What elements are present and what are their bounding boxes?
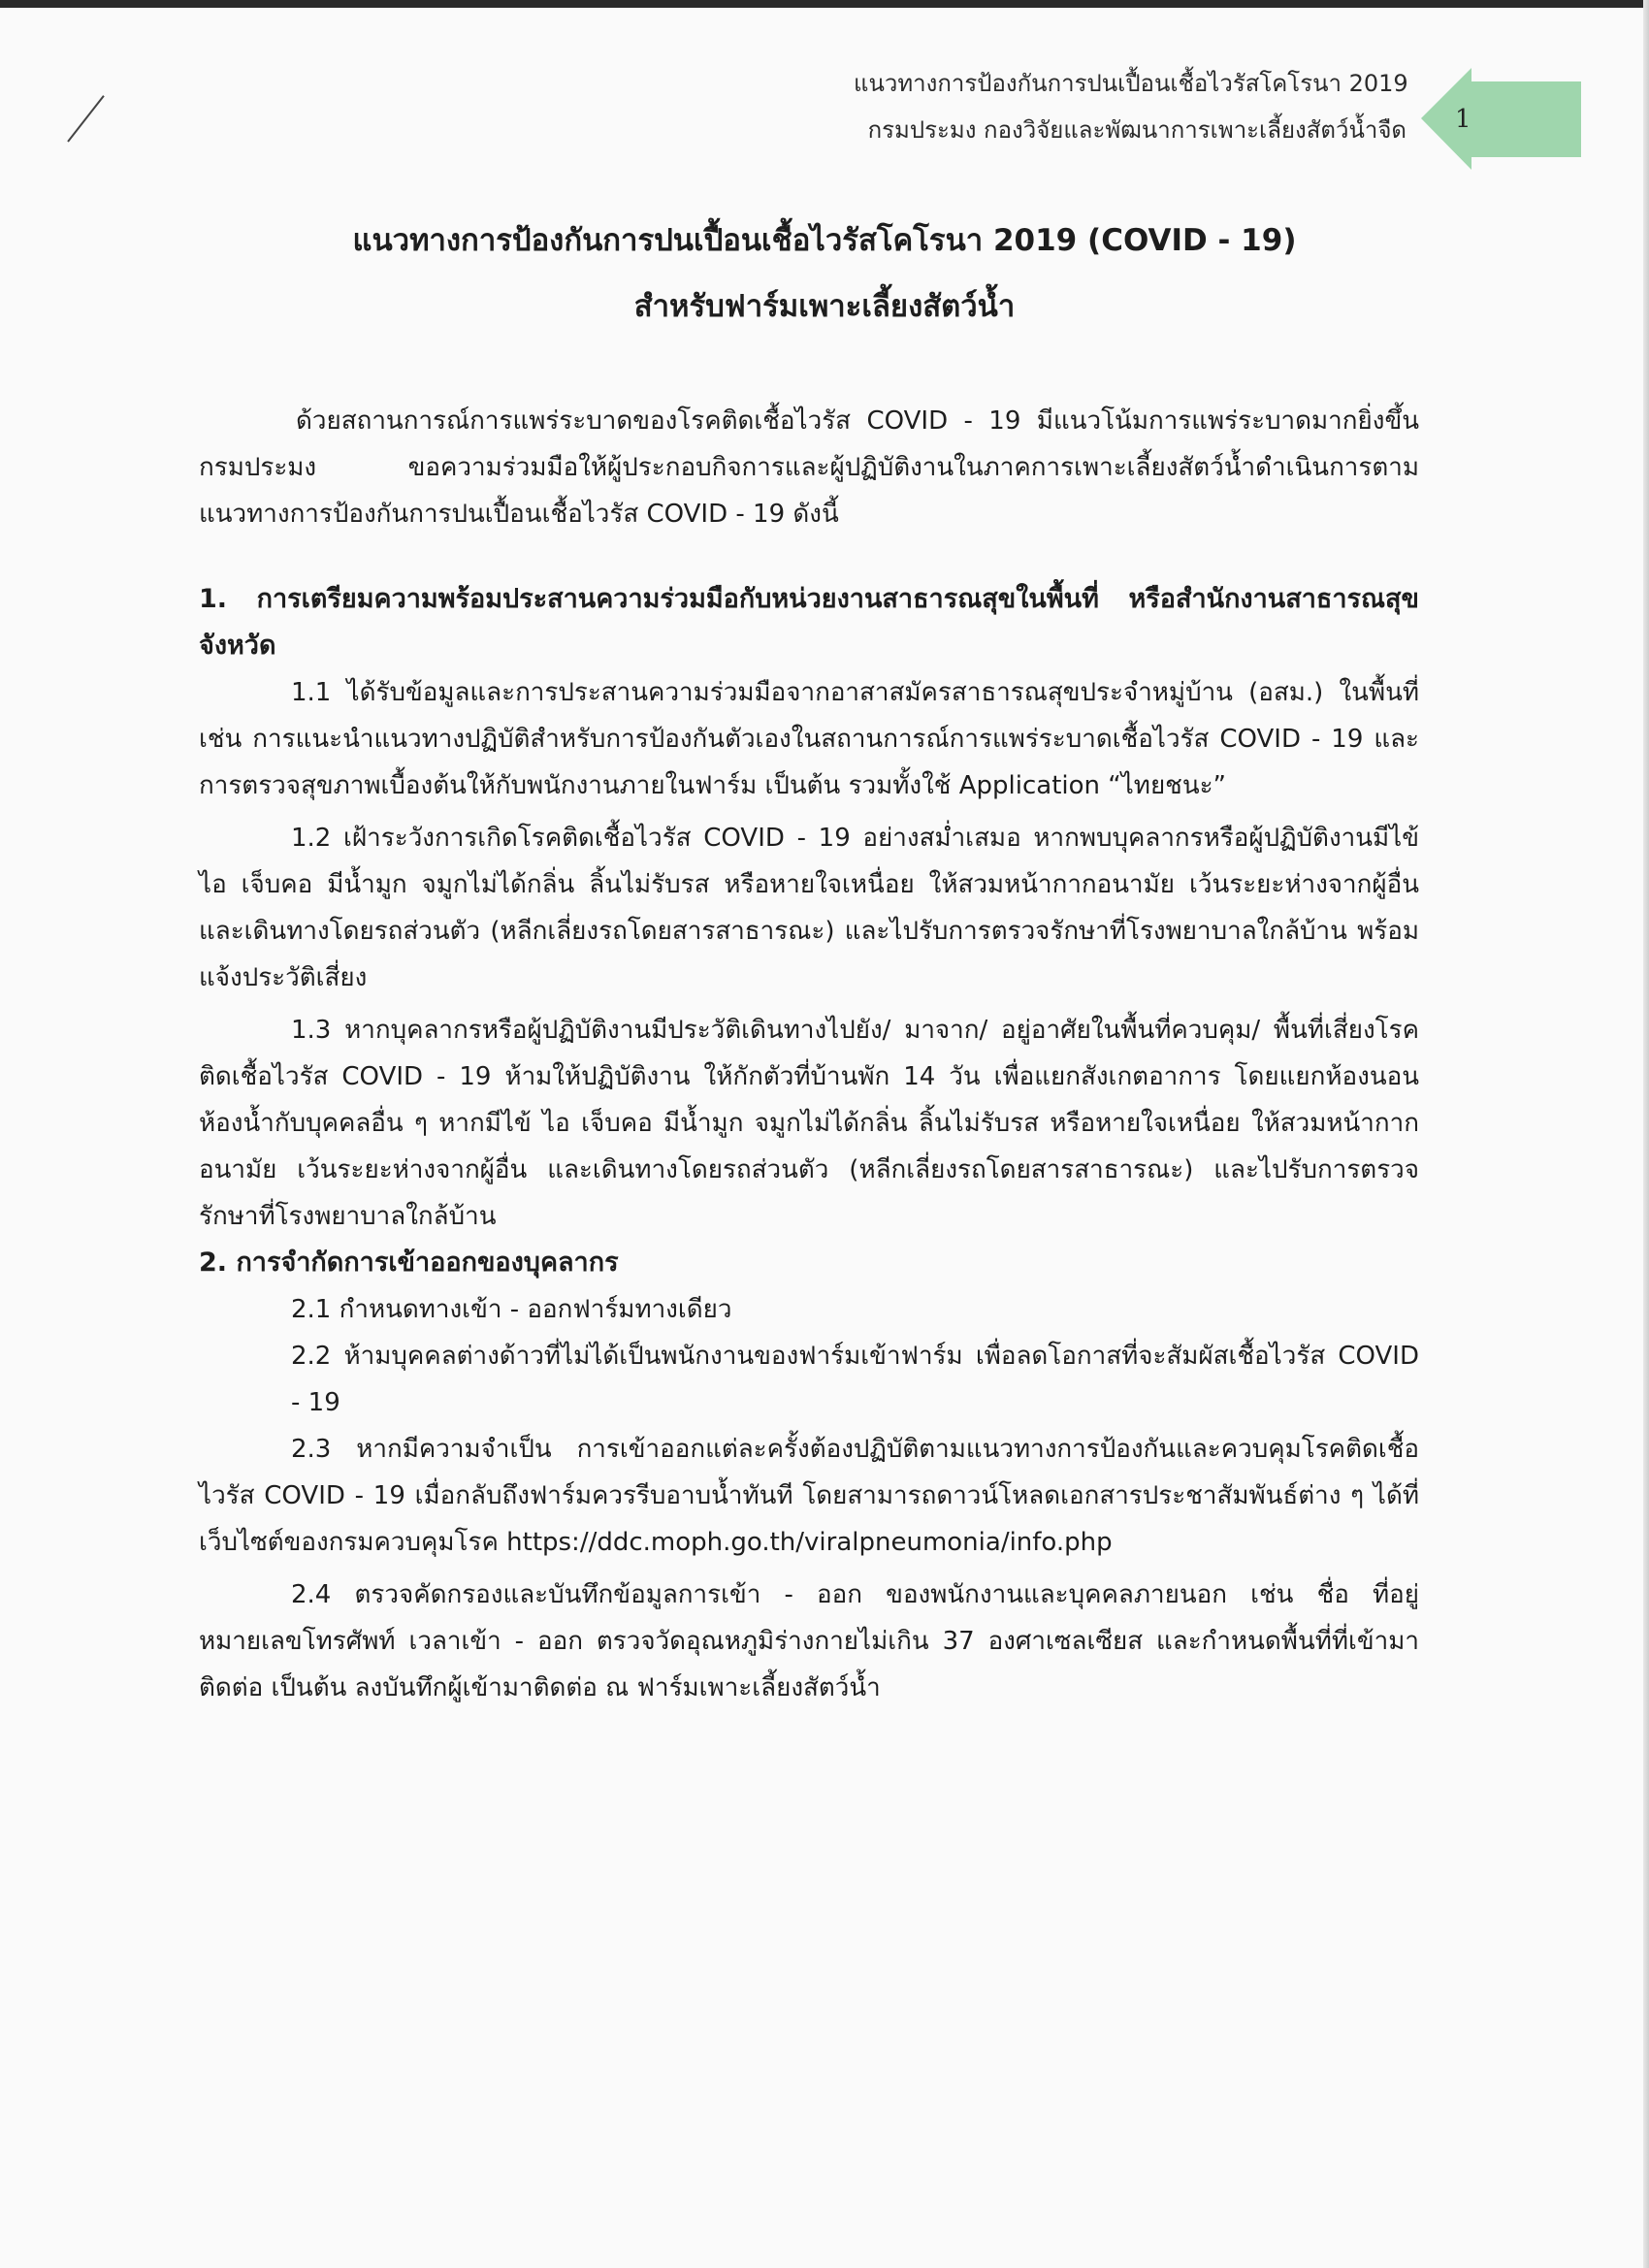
arrow-tab-icon: [1421, 68, 1581, 170]
list-item: 1.1 ได้รับข้อมูลและการประสานความร่วมมือจากอาสาสมัครสาธารณสุขประจำหมู่บ้าน (อสม.) ในพื้นที่ เช่น การแนะนำแนวทางปฏิบัติสำหรับการป้องกันตัวเองในสถานการณ์การแพร่ระบาดเชื้อไวรัส COVID - 19 และการตรวจสุขภาพเบื้องต้นให้กับพนักงานภายในฟาร์ม เป็นต้น รวมทั้งใช้ Application “ไทยชนะ”: [199, 678, 1419, 800]
list-item: 2.1 กำหนดทางเข้า - ออกฟาร์มทางเดียว: [291, 1295, 732, 1324]
intro-paragraph: ด้วยสถานการณ์การแพร่ระบาดของโรคติดเชื้อไวรัส COVID - 19 มีแนวโน้มการแพร่ระบาดมากยิ่งขึ้น กรมประมง ขอความร่วมมือให้ผู้ประกอบกิจการและผู้ปฏิบัติงานในภาคการเพาะเลี้ยงสัตว์น้ำดำเนินการตามแนวทางการป้องกันการปนเปื้อนเชื้อไวรัส COVID - 19 ดังนี้: [199, 406, 1419, 529]
page-header: [854, 60, 1406, 153]
scan-edge-top: [0, 0, 1649, 8]
section-2-heading: 2. การจำกัดการเข้าออกของบุคลากร: [199, 1247, 619, 1278]
list-item: 2.2 ห้ามบุคคลต่างด้าวที่ไม่ได้เป็นพนักงานของฟาร์มเข้าฟาร์ม เพื่อลดโอกาสที่จะสัมผัสเชื้อไวรัส COVID - 19: [291, 1342, 1419, 1417]
scan-edge-right: [1643, 0, 1649, 2268]
list-item: 2.3 หากมีความจำเป็น การเข้าออกแต่ละครั้งต้องปฏิบัติตามแนวทางการป้องกันและควบคุมโรคติดเชื้อไวรัส COVID - 19 เมื่อกลับถึงฟาร์มควรรีบอาบน้ำทันที โดยสามารถดาวน์โหลดเอกสารประชาสัมพันธ์ต่าง ๆ ได้ที่เว็บไซต์ของกรมควบคุมโรค https://ddc.moph.go.th/viralpneumonia/info.php: [199, 1435, 1419, 1557]
list-item: 1.2 เฝ้าระวังการเกิดโรคติดเชื้อไวรัส COVID - 19 อย่างสม่ำเสมอ หากพบบุคลากรหรือผู้ปฏิบัติงานมีไข้ ไอ เจ็บคอ มีน้ำมูก จมูกไม่ได้กลิ่น ลิ้นไม่รับรส หรือหายใจเหนื่อย ให้สวมหน้ากากอนามัย เว้นระยะห่างจากผู้อื่น และเดินทางโดยรถส่วนตัว (หลีกเลี่ยงรถโดยสารสาธารณะ) และไปรับการตรวจรักษาที่โรงพยาบาลใกล้บ้าน พร้อมแจ้งประวัติเสี่ยง: [199, 824, 1419, 992]
header-line-2: กรมประมง กองวิจัยและพัฒนาการเพาะเลี้ยงสัตว์น้ำจืด: [867, 116, 1406, 144]
header-line-1: แนวทางการป้องกันการปนเปื้อนเชื้อไวรัสโคโรนา 2019: [854, 70, 1408, 97]
list-item: 2.4 ตรวจคัดกรองและบันทึกข้อมูลการเข้า - ออก ของพนักงานและบุคคลภายนอก เช่น ชื่อ ที่อยู่ หมายเลขโทรศัพท์ เวลาเข้า - ออก ตรวจวัดอุณหภูมิร่างกายไม่เกิน 37 องศาเซลเซียส และกำหนดพื้นที่ที่เข้ามาติดต่อ เป็นต้น ลงบันทึกผู้เข้ามาติดต่อ ณ ฟาร์มเพาะเลี้ยงสัตว์น้ำ: [199, 1580, 1419, 1702]
document-subtitle: สำหรับฟาร์มเพาะเลี้ยงสัตว์น้ำ: [633, 289, 1016, 324]
page-number: 1: [1455, 105, 1471, 134]
section-1-heading: 1. การเตรียมความพร้อมประสานความร่วมมือกับหน่วยงานสาธารณสุขในพื้นที่ หรือสำนักงานสาธารณสุขจังหวัด: [199, 584, 1419, 661]
document-title: แนวทางการป้องกันการปนเปื้อนเชื้อไวรัสโคโรนา 2019 (COVID - 19): [352, 223, 1297, 258]
list-item: 1.3 หากบุคลากรหรือผู้ปฏิบัติงานมีประวัติเดินทางไปยัง/ มาจาก/ อยู่อาศัยในพื้นที่ควบคุม/ พื้นที่เสี่ยงโรคติดเชื้อไวรัส COVID - 19 ห้ามให้ปฏิบัติงาน ให้กักตัวที่บ้านพัก 14 วัน เพื่อแยกสังเกตอาการ โดยแยกห้องนอน ห้องน้ำกับบุคคลอื่น ๆ หากมีไข้ ไอ เจ็บคอ มีน้ำมูก จมูกไม่ได้กลิ่น ลิ้นไม่รับรส หรือหายใจเหนื่อย ให้สวมหน้ากากอนามัย เว้นระยะห่างจากผู้อื่น และเดินทางโดยรถส่วนตัว (หลีกเลี่ยงรถโดยสารสาธารณะ) และไปรับการตรวจรักษาที่โรงพยาบาลใกล้บ้าน: [199, 1016, 1419, 1231]
page-number-tab: [1421, 68, 1581, 170]
document-body: [199, 398, 1419, 1711]
pen-mark: [67, 95, 105, 143]
